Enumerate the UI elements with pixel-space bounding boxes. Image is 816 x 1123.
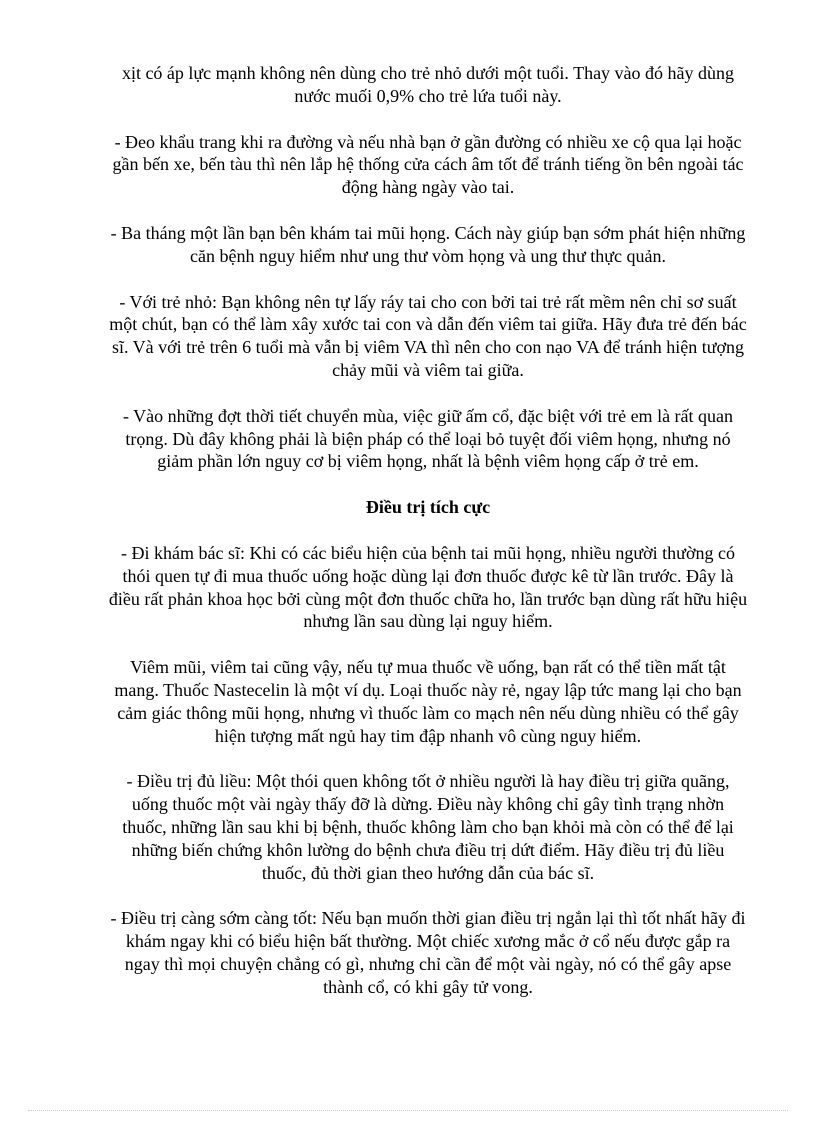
text-line: - Điều trị càng sớm càng tốt: Nếu bạn muốn thời gian điều trị ngắn lại thì tốt nhất hãy đi [110,908,746,929]
paragraph-self-medication [90,656,766,747]
text-line: - Với trẻ nhỏ: Bạn không nên tự lấy ráy tai cho con bởi tai trẻ rất mềm nên chỉ sơ suất [119,291,737,312]
text-line: mang. Thuốc Nastecelin là một ví dụ. Loại thuốc này rẻ, ngay lập tức mang lại cho bạn [114,679,742,700]
paragraph-young-children [90,291,766,382]
text-line: Viêm mũi, viêm tai cũng vậy, nếu tự mua thuốc về uống, bạn rất có thể tiền mất tật [130,657,726,678]
text-line: trọng. Dù đây không phải là biện pháp có thể loại bỏ tuyệt đối viêm họng, nhưng nó [125,428,731,449]
text-line: xịt có áp lực mạnh không nên dùng cho trẻ nhỏ dưới một tuổi. Thay vào đó hãy dùng [121,63,735,83]
text-line: chảy mũi và viêm tai giữa. [332,359,524,380]
document-page [90,62,766,1022]
text-line: sĩ. Và với trẻ trên 6 tuổi mà vẫn bị viêm VA thì nên cho con nạo VA để tránh hiện tượng [111,337,745,358]
text-line: - Đeo khẩu trang khi ra đường và nếu nhà bạn ở gần đường có nhiều xe cộ qua lại hoặc [114,131,742,152]
page-bottom-divider [28,1110,788,1111]
text-line: nước muối 0,9% cho trẻ lứa tuổi này. [294,85,562,106]
text-line: ngay thì mọi chuyện chẳng có gì, nhưng chỉ cần để một vài ngày, nó có thể gây apse [124,953,732,974]
text-line: khám ngay khi có biểu hiện bất thường. Một chiếc xương mắc ở cổ nếu được gắp ra [125,931,731,952]
paragraph-seasonal-warmth [90,405,766,473]
paragraph-early-treatment [90,907,766,998]
paragraph-full-dose [90,770,766,884]
text-line: - Vào những đợt thời tiết chuyển mùa, việc giữ ấm cổ, đặc biệt với trẻ em là rất quan [122,405,734,426]
paragraph-mask-soundproofing [90,131,766,199]
text-line: thành cổ, có khi gây tử vong. [323,976,533,997]
text-line: động hàng ngày vào tai. [341,177,515,198]
text-line: hiện tượng mất ngủ hay tim đập nhanh vô cùng nguy hiểm. [214,725,642,746]
text-line: thuốc, những lần sau khi bị bệnh, thuốc không làm cho bạn khỏi mà còn có thể để lại [122,816,734,837]
text-line: - Ba tháng một lần bạn bên khám tai mũi họng. Cách này giúp bạn sớm phát hiện những [110,222,746,243]
text-line: - Điều trị đủ liều: Một thói quen không tốt ở nhiều người là hay điều trị giữa quãng, [126,771,730,792]
paragraph-regular-checkup [90,222,766,268]
text-line: cảm giác thông mũi họng, nhưng vì thuốc làm co mạch nên nếu dùng nhiều có thể gây [117,702,739,723]
text-line: thuốc, đủ thời gian theo hướng dẫn của bác sĩ. [261,862,595,883]
section-heading [90,496,766,519]
paragraph-see-doctor [90,542,766,633]
text-line: thói quen tự đi mua thuốc uống hoặc dùng lại đơn thuốc được kê từ lần trước. Đây là [122,565,734,586]
paragraph-saline-advice [90,62,766,108]
text-line: gần bến xe, bến tàu thì nên lắp hệ thống cửa cách âm tốt để tránh tiếng ồn bên ngoài tác [112,154,744,175]
text-line: uống thuốc một vài ngày thấy đỡ là dừng. Điều này không chỉ gây tình trạng nhờn [131,794,725,815]
text-line: những biến chứng khôn lường do bệnh chưa điều trị dứt điểm. Hãy điều trị đủ liều [131,839,725,860]
text-line: điều rất phản khoa học bởi cùng một đơn thuốc chữa ho, lần trước bạn dùng rất hữu hiệu [108,588,748,609]
text-line: nhưng lần sau dùng lại nguy hiểm. [303,611,553,632]
text-line: căn bệnh nguy hiểm như ung thư vòm họng và ung thư thực quản. [190,245,666,266]
text-line: giảm phần lớn nguy cơ bị viêm họng, nhất là bệnh viêm họng cấp ở trẻ em. [157,451,699,472]
text-line: - Đi khám bác sĩ: Khi có các biểu hiện của bệnh tai mũi họng, nhiều người thường có [121,542,735,563]
heading-text: Điều trị tích cực [365,497,491,518]
text-line: một chút, bạn có thể làm xây xước tai con và dẫn đến viêm tai giữa. Hãy đưa trẻ đến bác [109,314,747,335]
